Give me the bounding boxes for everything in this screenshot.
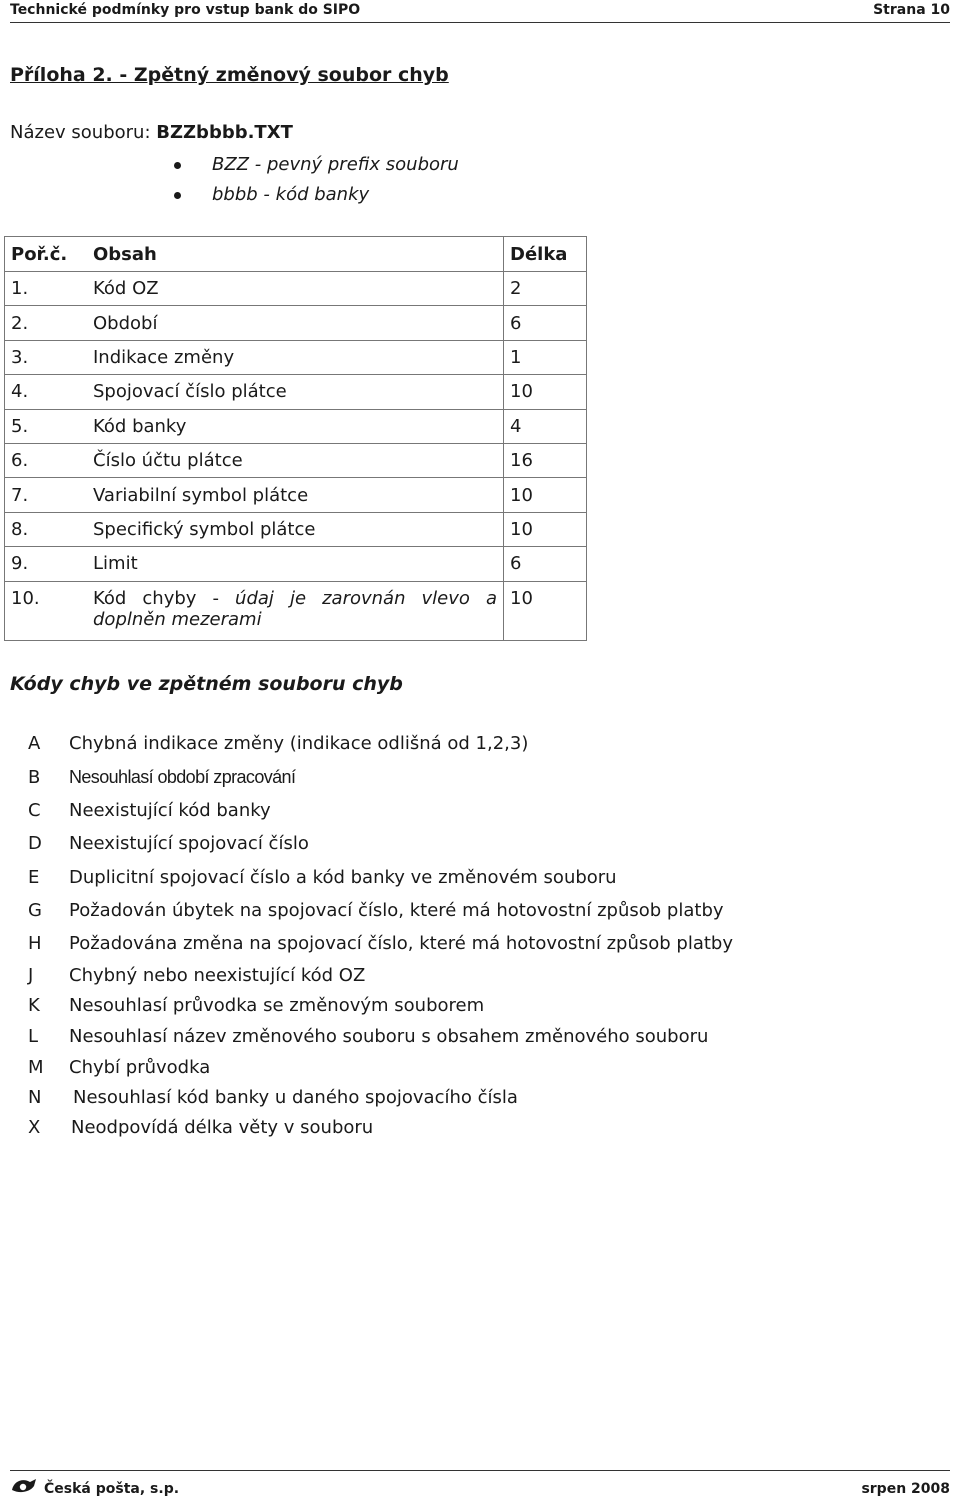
field-table: [4, 236, 587, 641]
error-code-letter: D: [28, 833, 42, 854]
table-row: [5, 581, 587, 640]
error-code-letter: J: [28, 965, 34, 986]
header-length: Délka: [504, 237, 587, 272]
row-length: 16: [504, 443, 587, 477]
row-num: 2.: [5, 306, 88, 340]
section-title: Příloha 2. - Zpětný změnový soubor chyb: [10, 64, 449, 86]
page-footer: [10, 1470, 950, 1501]
table-header-row: [5, 237, 587, 272]
error-code-letter: C: [28, 800, 41, 821]
footer-organization: Česká pošta, s.p.: [44, 1481, 180, 1497]
error-code-text: Neodpovídá délka věty v souboru: [71, 1117, 374, 1138]
error-code-letter: N: [28, 1087, 42, 1108]
row-length: 2: [504, 272, 587, 306]
error-code-text: Nesouhlasí průvodka se změnovým souborem: [69, 995, 485, 1016]
error-code-text: Nesouhlasí kód banky u daného spojovacího čísla: [73, 1087, 518, 1108]
row-content: Číslo účtu plátce: [87, 443, 504, 477]
row-content: Spojovací číslo plátce: [87, 375, 504, 409]
page-number: Strana 10: [873, 2, 950, 18]
row-num: 7.: [5, 478, 88, 512]
row-length: 10: [504, 581, 587, 640]
error-code-text: Požadována změna na spojovací číslo, které má hotovostní způsob platby: [69, 933, 734, 954]
error-code-text: Chybná indikace změny (indikace odlišná od 1,2,3): [69, 733, 529, 754]
error-code-text: Nesouhlasí název změnového souboru s obsahem změnového souboru: [69, 1026, 709, 1047]
document-title: Technické podmínky pro vstup bank do SIPO: [10, 2, 361, 18]
row-length: 10: [504, 478, 587, 512]
table-row: [5, 409, 587, 443]
table-row: [5, 306, 587, 340]
footer-date: srpen 2008: [861, 1481, 950, 1497]
file-name-label: Název souboru:: [10, 122, 157, 143]
row-num: 4.: [5, 375, 88, 409]
file-name-value: BZZbbbb.TXT: [156, 122, 293, 143]
row-length: 6: [504, 306, 587, 340]
header-content: Obsah: [87, 237, 504, 272]
header-num: Poř.č.: [5, 237, 88, 272]
table-row: [5, 340, 587, 374]
row-num: 10.: [5, 581, 88, 640]
row-content: Indikace změny: [87, 340, 504, 374]
post-horn-icon: [10, 1476, 38, 1496]
row-content: Specifický symbol plátce: [87, 512, 504, 546]
error-code-text: Požadován úbytek na spojovací číslo, které má hotovostní způsob platby: [69, 900, 724, 921]
row-content-italic: údaj je zarovnán vlevo a doplněn mezerami: [93, 587, 498, 630]
row-num: 3.: [5, 340, 88, 374]
error-code-text: Chybí průvodka: [69, 1057, 211, 1078]
row-length: 10: [504, 375, 587, 409]
error-code-letter: E: [28, 867, 40, 888]
error-code-letter: X: [28, 1117, 41, 1138]
error-code-letter: M: [28, 1057, 44, 1078]
error-code-letter: A: [28, 733, 41, 754]
row-content-plain: Kód chyby -: [93, 587, 236, 609]
table-row: [5, 272, 587, 306]
bullet-item: bbbb - kód banky: [172, 182, 459, 212]
row-num: 8.: [5, 512, 88, 546]
table-row: [5, 512, 587, 546]
row-content: Kód banky: [87, 409, 504, 443]
page-header: [10, 0, 950, 23]
row-content: Limit: [87, 547, 504, 581]
row-length: 10: [504, 512, 587, 546]
error-code-letter: G: [28, 900, 42, 921]
row-content: Období: [87, 306, 504, 340]
row-content: Kód OZ: [87, 272, 504, 306]
row-length: 6: [504, 547, 587, 581]
row-num: 5.: [5, 409, 88, 443]
row-length: 4: [504, 409, 587, 443]
file-name-bullets: [172, 152, 459, 212]
error-code-text: Neexistující spojovací číslo: [69, 833, 309, 854]
row-content: Variabilní symbol plátce: [87, 478, 504, 512]
table-row: [5, 478, 587, 512]
error-code-letter: L: [28, 1026, 39, 1047]
table-row: [5, 375, 587, 409]
row-num: 9.: [5, 547, 88, 581]
table-row: [5, 547, 587, 581]
error-code-text: Neexistující kód banky: [69, 800, 271, 821]
bullet-item: BZZ - pevný prefix souboru: [172, 152, 459, 182]
error-code-text: Chybný nebo neexistující kód OZ: [69, 965, 366, 986]
row-num: 6.: [5, 443, 88, 477]
error-code-text: Nesouhlasí období zpracování: [69, 767, 296, 787]
row-num: 1.: [5, 272, 88, 306]
file-name-line: [10, 122, 293, 143]
error-code-letter: H: [28, 933, 42, 954]
row-content: [87, 581, 504, 640]
table-row: [5, 443, 587, 477]
row-length: 1: [504, 340, 587, 374]
error-codes-title: Kódy chyb ve zpětném souboru chyb: [10, 673, 403, 695]
error-code-letter: B: [28, 767, 41, 788]
error-code-letter: K: [28, 995, 40, 1016]
error-code-text: Duplicitní spojovací číslo a kód banky ve změnovém souboru: [69, 867, 617, 888]
